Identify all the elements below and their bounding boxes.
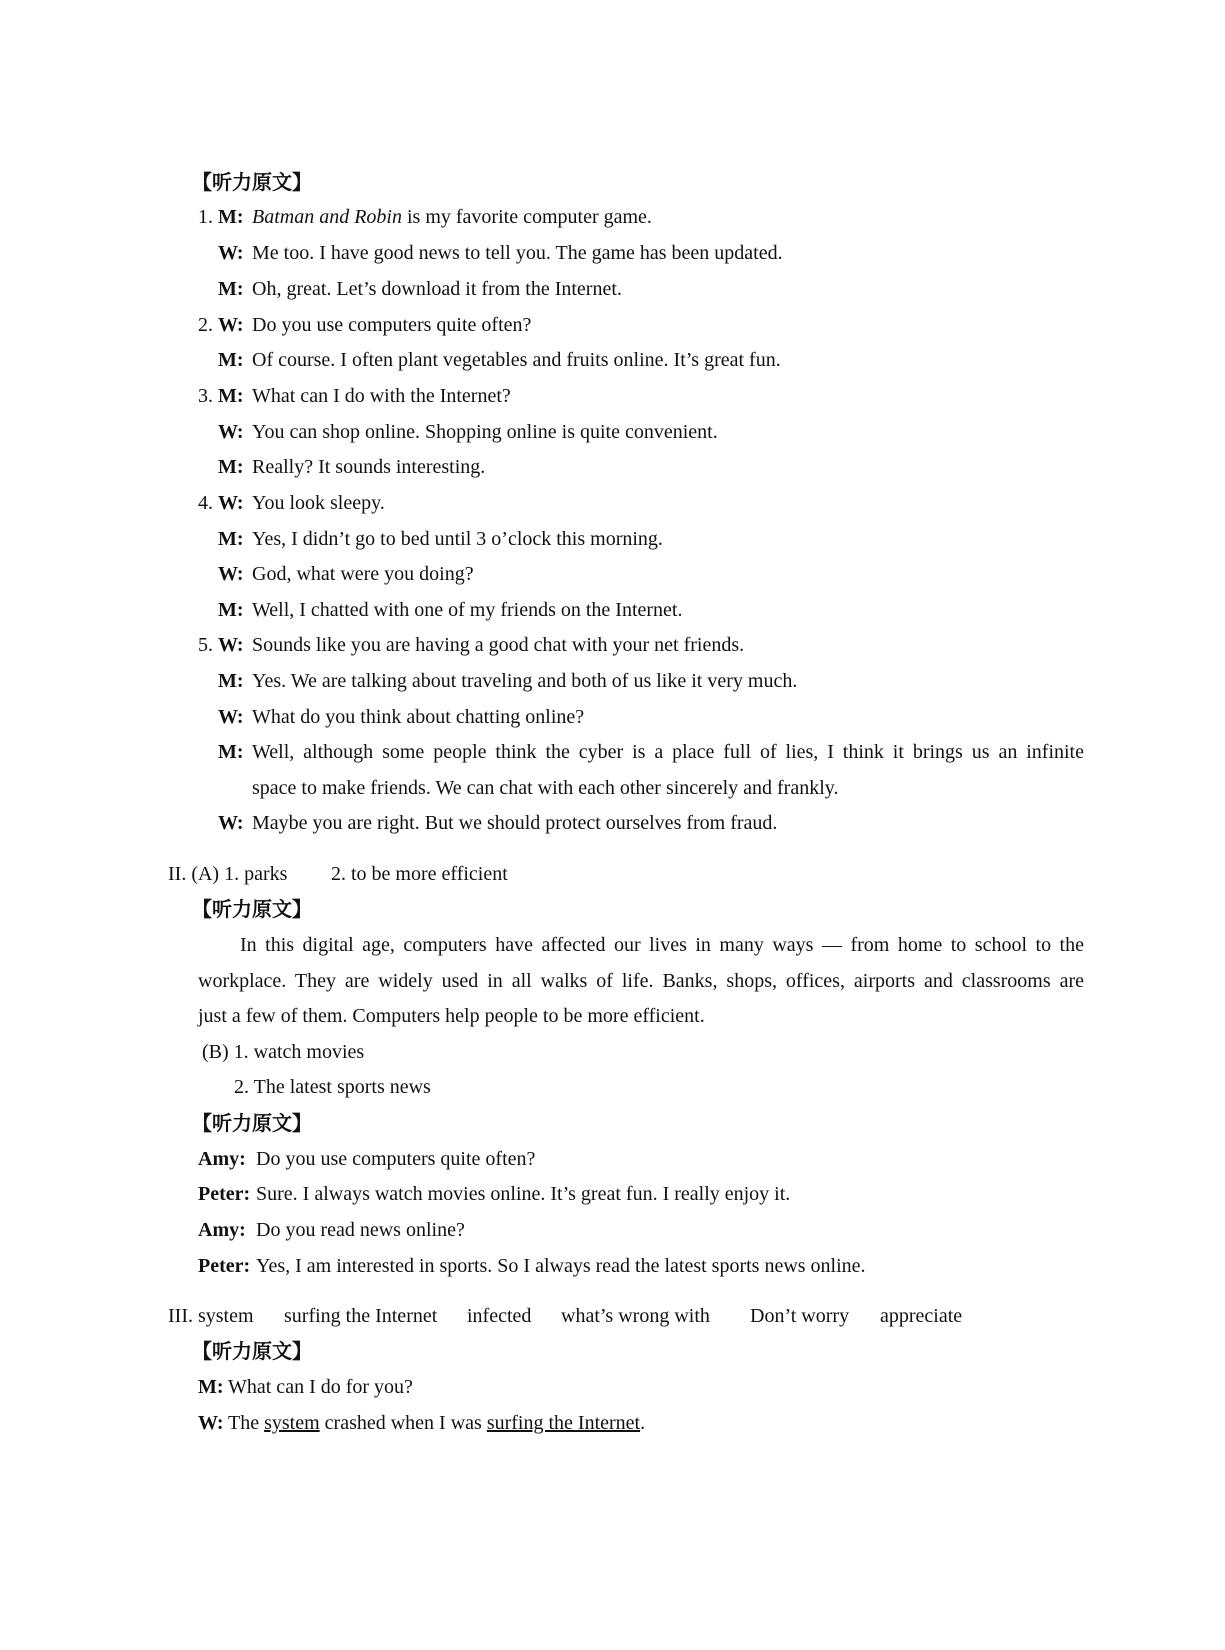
- item-number: 3.: [198, 385, 213, 407]
- dialog-line: [218, 241, 783, 265]
- dialog-line: [218, 562, 474, 586]
- dialog-text: Sure. I always watch movies online. It’s great fun. I really enjoy it.: [256, 1183, 791, 1205]
- dialog-line: [198, 205, 652, 229]
- speaker-label: M:: [218, 206, 244, 228]
- answer-item: surfing the Internet: [284, 1305, 438, 1327]
- dialog-text: Yes, I am interested in sports. So I always read the latest sports news online.: [256, 1255, 866, 1277]
- transcript-heading: 【听力原文】: [192, 1111, 312, 1135]
- speaker-label: Peter:: [198, 1255, 251, 1277]
- dialog-text: crashed when I was: [319, 1412, 487, 1434]
- dialog-line: [218, 811, 777, 835]
- dialog-text: What can I do for you?: [228, 1376, 413, 1398]
- dialog-text: What do you think about chatting online?: [252, 706, 585, 728]
- dialog-line: [218, 420, 718, 444]
- transcript-heading: 【听力原文】: [192, 170, 312, 194]
- item-number: 4.: [198, 492, 213, 514]
- speaker-label: W:: [218, 634, 244, 656]
- dialog-text: Do you read news online?: [256, 1219, 465, 1241]
- dialog-line: [218, 527, 663, 551]
- speaker-label: W:: [198, 1412, 224, 1434]
- dialog-line: [198, 384, 511, 408]
- dialog-line: [198, 1411, 645, 1435]
- speaker-label: M:: [218, 599, 244, 621]
- item-number: 5.: [198, 634, 213, 656]
- speaker-label: W:: [218, 492, 244, 514]
- answer-item: appreciate: [880, 1305, 963, 1327]
- dialog-text: Of course. I often plant vegetables and fruits online. It’s great fun.: [252, 349, 781, 371]
- answer-a2: 2. to be more efficient: [331, 863, 508, 885]
- transcript-heading: 【听力原文】: [192, 897, 312, 921]
- dialog-line: [198, 313, 531, 337]
- dialog-text: Do you use computers quite often?: [252, 314, 532, 336]
- dialog-line: [198, 1182, 790, 1206]
- dialog-line: [218, 669, 797, 693]
- speaker-label: W:: [218, 242, 244, 264]
- dialog-text: Yes, I didn’t go to bed until 3 o’clock this morning.: [252, 528, 663, 550]
- underlined-word: system: [264, 1412, 320, 1434]
- dialog-line: [198, 1254, 866, 1278]
- answer-item: infected: [467, 1305, 532, 1327]
- dialog-line: [198, 491, 385, 515]
- dialog-text: Sounds like you are having a good chat with your net friends.: [252, 634, 745, 656]
- dialog-line: [198, 1218, 465, 1242]
- dialog-text: Maybe you are right. But we should protect ourselves from fraud.: [252, 812, 778, 834]
- answer-item: Don’t worry: [750, 1305, 850, 1327]
- dialog-text: .: [640, 1412, 646, 1434]
- dialog-line: [218, 455, 485, 479]
- speaker-label: W:: [218, 421, 244, 443]
- speaker-label: M:: [218, 349, 244, 371]
- answer-b2: 2. The latest sports news: [234, 1076, 431, 1098]
- underlined-phrase: surfing the Internet: [486, 1412, 641, 1434]
- dialog-continuation: space to make friends. We can chat with each other sincerely and frankly.: [252, 777, 839, 799]
- speaker-label: M:: [218, 278, 244, 300]
- dialog-text: Do you use computers quite often?: [256, 1148, 536, 1170]
- answer-b1: (B) 1. watch movies: [202, 1041, 365, 1063]
- dialog-text: Really? It sounds interesting.: [252, 456, 486, 478]
- dialog-line: [218, 598, 682, 622]
- dialog-text: Me too. I have good news to tell you. The game has been updated.: [252, 242, 783, 264]
- dialog-text: The: [228, 1412, 265, 1434]
- speaker-label: M:: [218, 670, 244, 692]
- dialog-line: [218, 705, 584, 729]
- speaker-label: Peter:: [198, 1183, 251, 1205]
- game-title: Batman and Robin: [252, 206, 402, 228]
- speaker-label: Amy:: [198, 1219, 246, 1241]
- dialog-text: is my favorite computer game.: [402, 206, 652, 228]
- speaker-label: W:: [218, 314, 244, 336]
- dialog-text: What can I do with the Internet?: [252, 385, 511, 407]
- dialog-text: Well, I chatted with one of my friends on the Internet.: [252, 599, 683, 621]
- speaker-label: W:: [218, 706, 244, 728]
- dialog-text: Yes. We are talking about traveling and both of us like it very much.: [252, 670, 798, 692]
- speaker-label: M:: [218, 456, 244, 478]
- speaker-label: M:: [218, 385, 244, 407]
- dialog-line: [198, 633, 744, 657]
- paragraph-line: just a few of them. Computers help people to be more efficient.: [198, 1005, 705, 1027]
- answer-item: III. system: [168, 1305, 254, 1327]
- answer-a1: II. (A) 1. parks: [168, 863, 288, 885]
- transcript-heading: 【听力原文】: [192, 1339, 312, 1363]
- item-number: 2.: [198, 314, 213, 336]
- paragraph-line: workplace. They are widely used in all walks of life. Banks, shops, offices, airports and classrooms are: [198, 970, 1084, 992]
- dialog-line: [198, 1147, 535, 1171]
- dialog-line: [218, 348, 781, 372]
- dialog-text: Well, although some people think the cyber is a place full of lies, I think it brings us an infinite: [252, 741, 1084, 763]
- speaker-label: W:: [218, 563, 244, 585]
- item-number: 1.: [198, 206, 213, 228]
- speaker-label: Amy:: [198, 1148, 246, 1170]
- dialog-line: [218, 277, 622, 301]
- speaker-label: M:: [198, 1376, 224, 1398]
- speaker-label: M:: [218, 741, 244, 763]
- answer-line: [168, 1304, 962, 1328]
- speaker-label: M:: [218, 528, 244, 550]
- paragraph-line: In this digital age, computers have affected our lives in many ways — from home to school to the: [240, 934, 1084, 956]
- speaker-label: W:: [218, 812, 244, 834]
- answer-line: [168, 862, 508, 886]
- dialog-text: You can shop online. Shopping online is quite convenient.: [252, 421, 718, 443]
- dialog-line: [218, 740, 1084, 764]
- answer-item: what’s wrong with: [561, 1305, 710, 1327]
- dialog-line: [198, 1375, 413, 1399]
- dialog-text: God, what were you doing?: [252, 563, 474, 585]
- dialog-text: Oh, great. Let’s download it from the Internet.: [252, 278, 622, 300]
- dialog-text: You look sleepy.: [252, 492, 385, 514]
